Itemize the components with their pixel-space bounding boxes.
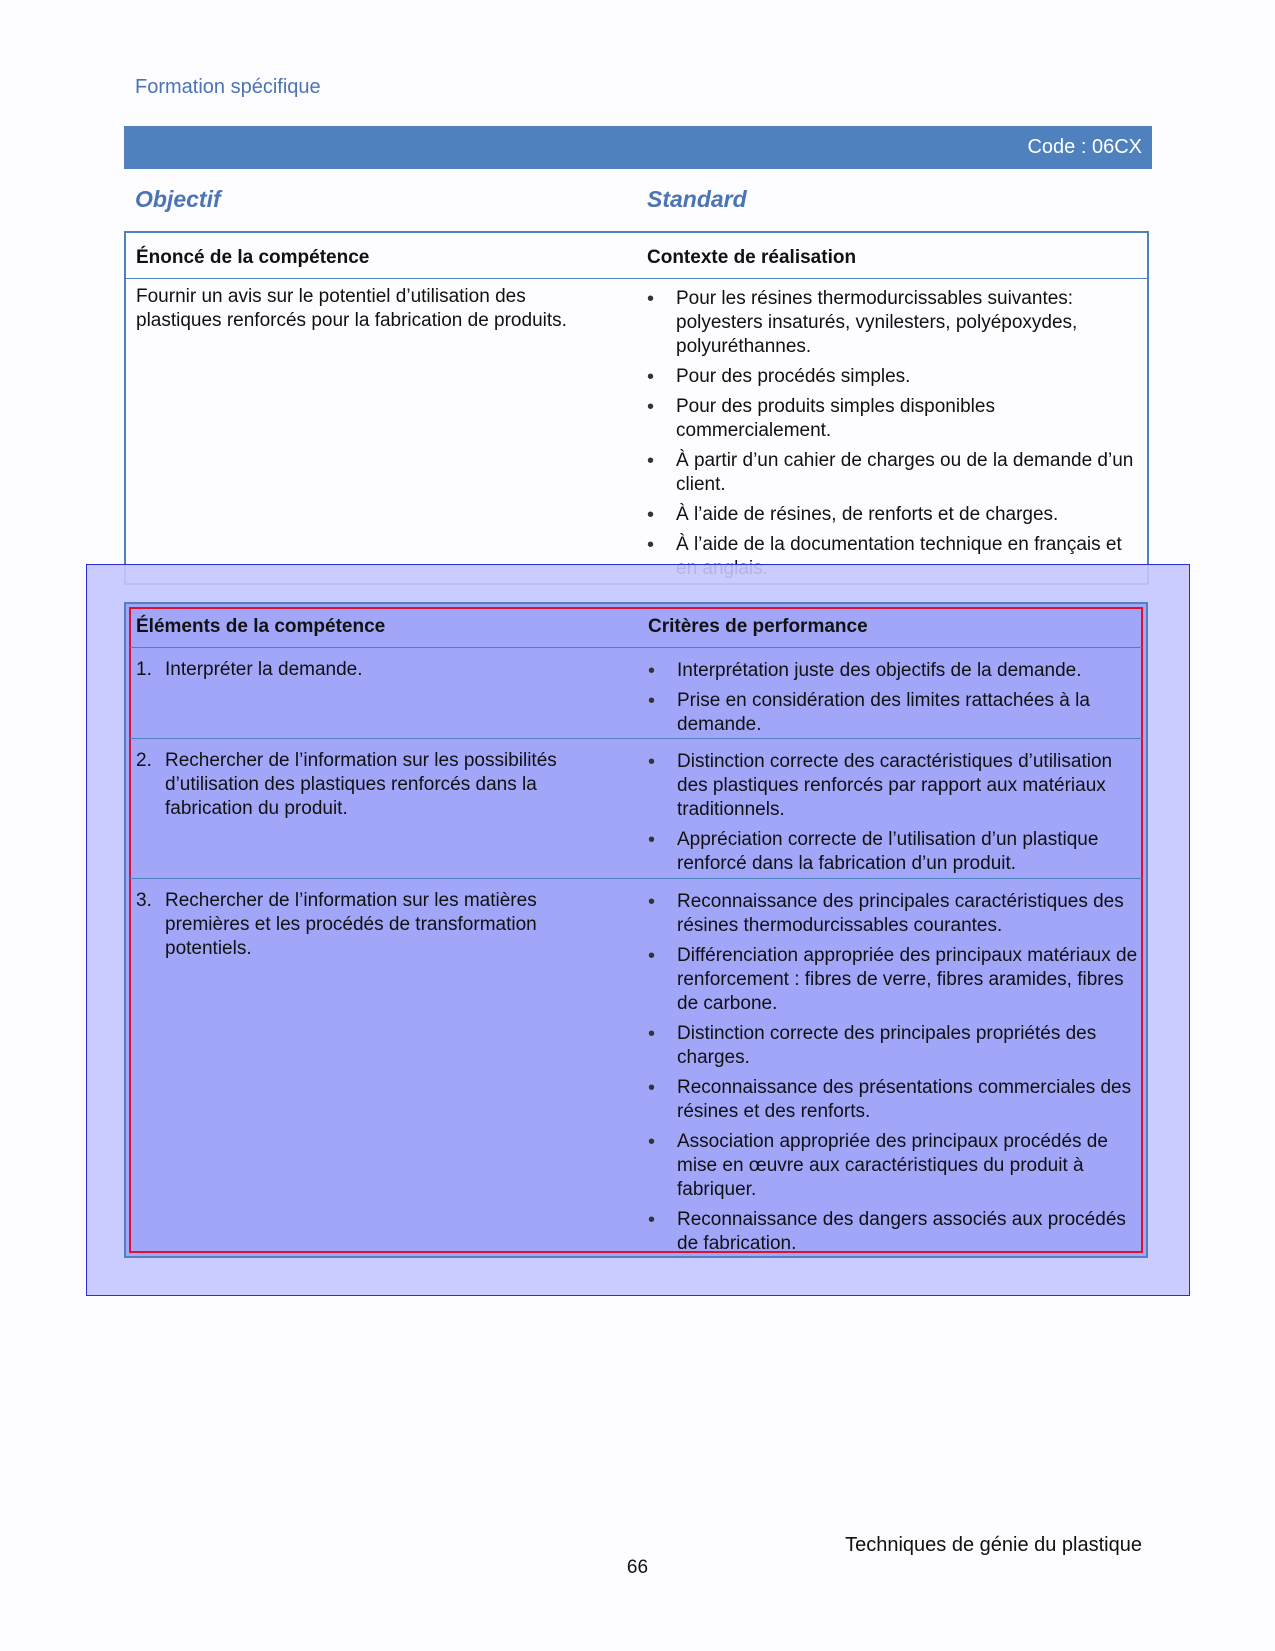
section-label: Formation spécifique	[135, 76, 321, 98]
page-number: 66	[626, 1557, 649, 1578]
criteria-list-1	[648, 659, 1138, 743]
criterion-item: • Prise en considération des limites rattachées à la demande.	[648, 689, 1138, 737]
context-item: • Pour les résines thermodurcissables suivantes: polyesters insaturés, vynilesters, polyépoxydes, polyuréthannes.	[647, 287, 1137, 359]
context-item: • Pour des procédés simples.	[647, 365, 1137, 389]
element-number: 2.	[136, 750, 152, 771]
element-text: Rechercher de l’information sur les possibilités d’utilisation des plastiques renforcés dans la fabrication du produit.	[165, 750, 557, 819]
criterion-item: • Appréciation correcte de l’utilisation d’un plastique renforcé dans la fabrication d’un produit.	[648, 828, 1138, 876]
course-code: Code : 06CX	[1027, 136, 1142, 158]
row-divider	[130, 878, 1142, 879]
criterion-item: • Distinction correcte des caractéristiques d’utilisation des plastiques renforcés par rapport aux matériaux traditionnels.	[648, 750, 1138, 822]
element-text: Rechercher de l’information sur les matières premières et les procédés de transformation potentiels.	[165, 890, 537, 959]
elements-header: Éléments de la compétence	[136, 616, 386, 637]
objectif-heading: Objectif	[135, 186, 221, 212]
context-list	[647, 287, 1137, 587]
criterion-item: • Association appropriée des principaux procédés de mise en œuvre aux caractéristiques du produit à fabriquer.	[648, 1130, 1138, 1202]
criterion-item: • Distinction correcte des principales propriétés des charges.	[648, 1022, 1138, 1070]
criteria-list-2	[648, 750, 1138, 882]
header-divider	[126, 278, 1147, 279]
criteria-list-3	[648, 890, 1138, 1262]
standard-heading: Standard	[647, 186, 747, 212]
code-bar	[124, 126, 1152, 169]
performance-table	[124, 602, 1148, 1258]
criterion-item: • Reconnaissance des dangers associés aux procédés de fabrication.	[648, 1208, 1138, 1256]
criterion-item: • Reconnaissance des présentations commerciales des résines et des renforts.	[648, 1076, 1138, 1124]
element-number: 1.	[136, 659, 152, 680]
criteria-header: Critères de performance	[648, 616, 868, 637]
criterion-item: • Reconnaissance des principales caractéristiques des résines thermodurcissables courantes.	[648, 890, 1138, 938]
competence-table	[124, 231, 1149, 585]
header-divider	[130, 647, 1142, 648]
element-number: 3.	[136, 890, 152, 911]
context-item: • À l’aide de résines, de renforts et de charges.	[647, 503, 1137, 527]
element-row-3	[136, 889, 616, 961]
context-item: • À partir d’un cahier de charges ou de la demande d’un client.	[647, 449, 1137, 497]
row-divider	[130, 738, 1142, 739]
program-name: Techniques de génie du plastique	[845, 1534, 1142, 1556]
context-item: • Pour des produits simples disponibles commercialement.	[647, 395, 1137, 443]
competence-statement: Fournir un avis sur le potentiel d’utilisation des plastiques renforcés pour la fabrication de produits.	[136, 286, 567, 331]
context-header: Contexte de réalisation	[647, 247, 857, 268]
context-item: • À l’aide de la documentation technique en français et	[647, 533, 1137, 581]
element-text: Interpréter la demande.	[165, 659, 363, 680]
element-row-2	[136, 749, 616, 821]
element-row-1	[136, 658, 616, 682]
criterion-item: • Interprétation juste des objectifs de la demande.	[648, 659, 1138, 683]
criterion-item: • Différenciation appropriée des principaux matériaux de renforcement : fibres de verre, fibres aramides, fibres de carbone.	[648, 944, 1138, 1016]
statement-header: Énoncé de la compétence	[136, 247, 370, 268]
